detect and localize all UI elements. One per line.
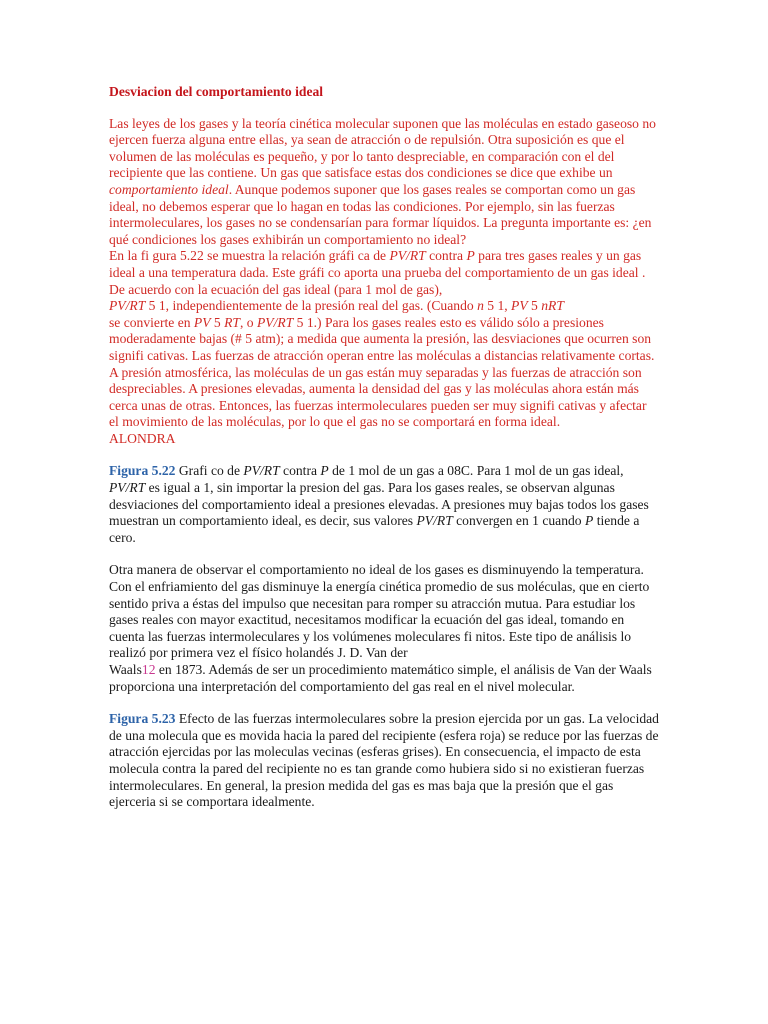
paragraph-ideal-behavior-intro: Las leyes de los gases y la teoría cinética molecular suponen que las moléculas en estado gaseoso no ejercen fuerza alguna entre ellas, ya sean de atracción o de repulsión. Otra suposición es que el volumen de las moléculas es pequeño, y por lo tanto despreciable, en comparación con el del recipiente que las contiene. Un gas que satisface estas dos condiciones se dice que exhibe un comportamiento ideal. Aunque podemos suponer que los gases reales se comportan como un gas ideal, no debemos esperar que lo hagan en todas las condiciones. Por ejemplo, sin las fuerzas intermoleculares, los gases no se condensarían para formar líquidos. La pregunta importante es: ¿en qué condiciones los gases exhibirán un comportamiento no ideal?	[109, 115, 656, 247]
author-name: ALONDRA	[109, 430, 176, 446]
paragraph-ideal-behavior	[109, 116, 659, 448]
figure-5-23-label: Figura 5.23	[109, 711, 176, 727]
paragraph-figure-relation: En la fi gura 5.22 se muestra la relación gráfi ca de PV/RT contra P para tres gases reales y un gas ideal a una temperatura dada. Este gráfi co aporta una prueba del comportamiento de un gas ideal . De acuerdo con la ecuación del gas ideal (para 1 mol de gas),	[109, 248, 646, 297]
paragraph-temperature: Otra manera de observar el comportamiento no ideal de los gases es disminuyendo la temperatura. Con el enfriamiento del gas disminuye la energía cinética promedio de sus moléculas, que en cierto sentido priva a éstas del impulso que necesitan para romper su atracción mutua. Para estudiar los gases reales con mayor exactitud, necesitamos modificar la ecuación del gas ideal, tomando en cuenta las fuerzas intermoleculares y los volúmenes moleculares fi nitos. Este tipo de análisis lo realizó por primera vez el físico holandés J. D. Van der	[109, 562, 650, 661]
paragraph-real-gases: se convierte en PV 5 RT, o PV/RT 5 1.) Para los gases reales esto es válido sólo a presiones moderadamente bajas (# 5 atm); a medida que aumenta la presión, las desviaciones que ocurren son signifi cativas. Las fuerzas de atracción operan entre las moléculas a distancias relativamente cortas. A presión atmosférica, las moléculas de un gas están muy separadas y las fuerzas de atracción son despreciables. A presiones elevadas, aumenta la densidad del gas y las moléculas ahora están más cerca unas de otras. Entonces, las fuerzas intermoleculares pueden ser muy signifi cativas y afectar el movimiento de las moléculas, por lo que el gas no se comportará en forma ideal.	[109, 314, 655, 430]
paragraph-ideal-equation: PV/RT 5 1, independientemente de la presión real del gas. (Cuando n 5 1, PV 5 nRT	[109, 298, 564, 314]
footnote-reference-12[interactable]: 12	[141, 662, 156, 677]
document-page	[109, 84, 659, 811]
caption-figure-5-23: Figura 5.23 Efecto de las fuerzas intermoleculares sobre la presion ejercida por un gas. La velocidad de una molecula que es movida hacia la pared del recipiente (esfera roja) se reduce por las fuerzas de atracción ejercidas por las moleculas vecinas (esferas grises). En consecuencia, el impacto de esta molecula contra la pared del recipiente no es tan grande como hubiera sido si no existieran fuerzas intermoleculares. En general, la presion medida del gas es mas baja que la presión que el gas ejerceria si se comportara idealmente.	[109, 711, 659, 810]
term-ideal-behavior: comportamiento ideal	[109, 181, 229, 197]
figure-5-22-label: Figura 5.22	[109, 463, 176, 479]
section-heading: Desviacion del comportamiento ideal	[109, 84, 324, 99]
caption-figure-5-22: Figura 5.22 Grafi co de PV/RT contra P de 1 mol de un gas a 08C. Para 1 mol de un gas ideal, PV/RT es igual a 1, sin importar la presion del gas. Para los gases reales, se observan algunas desviaciones del comportamiento ideal a presiones elevadas. A presiones muy bajas todos los gases muestran un comportamiento ideal, es decir, sus valores PV/RT convergen en 1 cuando P tiende a cero.	[109, 463, 649, 545]
paragraph-van-der-waals: Waals12 en 1873. Además de ser un procedimiento matemático simple, el análisis de Van der Waals proporciona una interpretación del comportamiento del gas real en el nivel molecular.	[109, 662, 652, 694]
